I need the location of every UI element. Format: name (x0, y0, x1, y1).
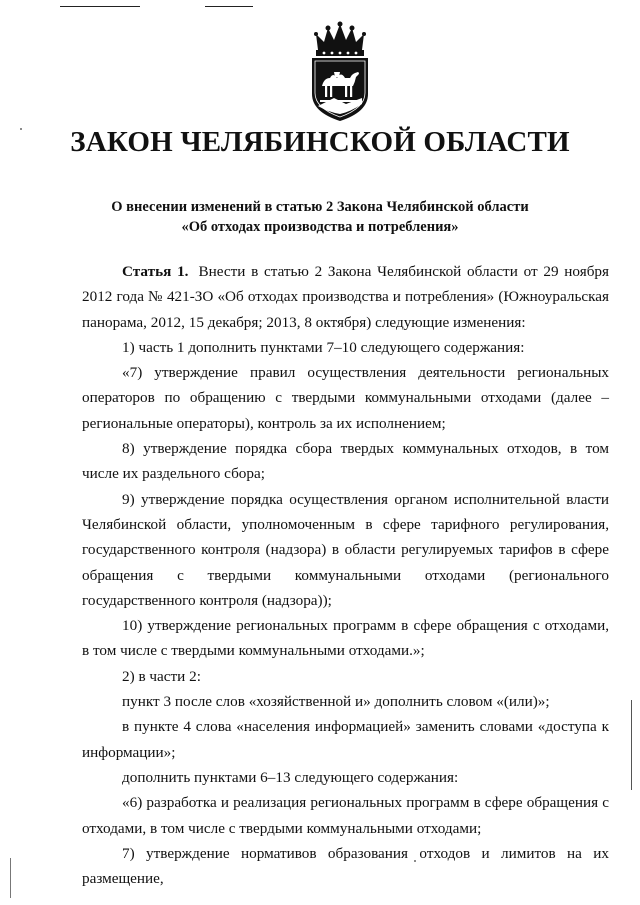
scan-artifact-line (60, 6, 140, 7)
law-subtitle-line: О внесении изменений в статью 2 Закона Челябинской области (111, 199, 529, 215)
body-paragraph: пункт 3 после слов «хозяйственной и» дополнить словом «(или)»; (122, 693, 550, 711)
body-paragraph: «6) разработка и реализация региональных программ в сфере обращения с отходами, в том числе с твердыми коммунальными отходами; (82, 794, 609, 837)
scan-edge-mark (631, 700, 632, 790)
body-paragraph: 7) утверждение нормативов образования отходов и лимитов на их размещение, (82, 844, 609, 888)
body-paragraph: 10) утверждение региональных программ в сфере обращения с отходами, в том числе с твердыми коммунальными отходами.»; (82, 617, 609, 660)
law-body (82, 259, 609, 891)
body-paragraph: в пункте 4 слова «населения информацией» заменить словами «доступа к информации»; (82, 718, 609, 761)
body-paragraph: дополнить пунктами 6–13 следующего содержания: (122, 768, 459, 786)
scan-edge-mark (10, 858, 11, 898)
body-paragraph: 8) утверждение порядка сбора твердых коммунальных отходов, в том числе их раздельного сбора; (82, 440, 609, 483)
law-subtitle (0, 197, 640, 237)
chelyabinsk-coat-of-arms-icon (300, 20, 380, 124)
law-title: ЗАКОН ЧЕЛЯБИНСКОЙ ОБЛАСТИ (70, 126, 570, 158)
body-paragraph: 2) в части 2: (122, 667, 201, 685)
article-intro-text: Внести в статью 2 Закона Челябинской области от 29 ноября 2012 года № 421-ЗО «Об отходах производства и потребления» (Южноуральская панорама, 2012, 15 декабря; 2013, 8 октября) следующие изменения: (82, 263, 610, 331)
article-label: Статья 1. (122, 263, 189, 280)
body-paragraph: 1) часть 1 дополнить пунктами 7–10 следующего содержания: (122, 338, 525, 356)
body-paragraph: «7) утверждение правил осуществления деятельности региональных операторов по обращению с твердыми коммунальными отходами (далее – региональные операторы), контроль за их исполнением; (82, 364, 609, 432)
body-paragraph: 9) утверждение порядка осуществления органом исполнительной власти Челябинской области, уполномоченным в сфере тарифного регулирования, государственного контроля (надзора) в области регулируемых тарифов в сфере обращения с твердыми коммунальными отходами (регионального государственного контроля (надзора)); (82, 490, 609, 609)
law-subtitle-line: «Об отходах производства и потребления» (181, 219, 459, 235)
scan-artifact-line (205, 6, 253, 7)
article-intro-paragraph (82, 259, 609, 335)
